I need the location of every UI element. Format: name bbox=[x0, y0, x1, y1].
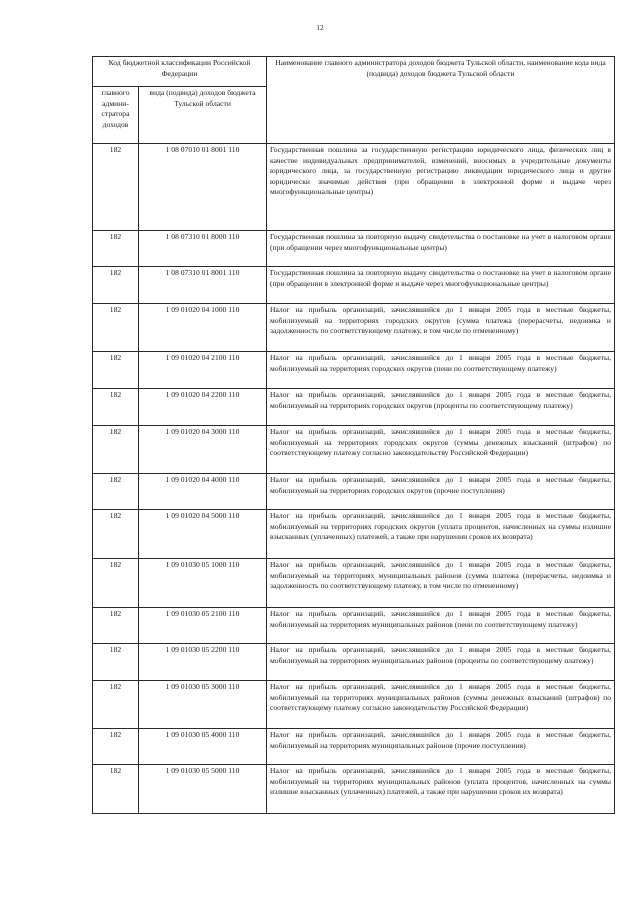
table-row bbox=[93, 681, 615, 729]
revenue-code-cell: 1 09 01030 05 2200 110 bbox=[139, 644, 267, 681]
table-row bbox=[93, 644, 615, 681]
admin-code-cell: 182 bbox=[93, 304, 139, 352]
admin-code-cell: 182 bbox=[93, 231, 139, 267]
admin-code-cell: 182 bbox=[93, 559, 139, 608]
revenue-name-cell: Налог на прибыль организаций, зачислявшийся до 1 января 2005 года в местные бюджеты, мобилизуемый на территориях городских округов (сумма платежа (перерасчеты, недоимка и задолженность по соответствующему платежу, в том числе по отмененному) bbox=[267, 304, 615, 352]
header-name-column: Наименование главного администратора доходов бюджета Тульской области, наименование кода вида (подвида) доходов бюджета Тульской области bbox=[267, 57, 615, 144]
revenue-code-cell: 1 09 01020 04 2100 110 bbox=[139, 352, 267, 389]
admin-code-cell: 182 bbox=[93, 765, 139, 814]
revenue-name-cell: Налог на прибыль организаций, зачислявшийся до 1 января 2005 года в местные бюджеты, мобилизуемый на территориях муниципальных районов (прочие поступления) bbox=[267, 729, 615, 765]
revenue-name-cell: Налог на прибыль организаций, зачислявшийся до 1 января 2005 года в местные бюджеты, мобилизуемый на территориях городских округов (прочие поступления) bbox=[267, 474, 615, 510]
revenue-name-cell: Налог на прибыль организаций, зачислявшийся до 1 января 2005 года в местные бюджеты, мобилизуемый на территориях городских округов (пени по соответствующему платежу) bbox=[267, 352, 615, 389]
table-row bbox=[93, 231, 615, 267]
admin-code-cell: 182 bbox=[93, 389, 139, 426]
admin-code-cell: 182 bbox=[93, 144, 139, 231]
revenue-name-cell: Налог на прибыль организаций, зачислявшийся до 1 января 2005 года в местные бюджеты, мобилизуемый на территориях муниципальных районов (суммы денежных взысканий (штрафов) по соответствующему платежу согласно законодательству Российской Федерации) bbox=[267, 681, 615, 729]
revenue-name-cell: Налог на прибыль организаций, зачислявшийся до 1 января 2005 года в местные бюджеты, мобилизуемый на территориях муниципальных районов (пени по соответствующему платежу) bbox=[267, 608, 615, 644]
table-row bbox=[93, 474, 615, 510]
table-row bbox=[93, 144, 615, 231]
revenue-name-cell: Налог на прибыль организаций, зачислявшийся до 1 января 2005 года в местные бюджеты, мобилизуемый на территориях городских округов (проценты по соответствующему платежу) bbox=[267, 389, 615, 426]
revenue-code-cell: 1 09 01030 05 1000 110 bbox=[139, 559, 267, 608]
table-row bbox=[93, 510, 615, 559]
admin-code-cell: 182 bbox=[93, 426, 139, 474]
revenue-name-cell: Государственная пошлина за повторную выдачу свидетельства о постановке на учет в налоговом органе (при обращении в электронной форме и выдаче через многофункциональные центры) bbox=[267, 267, 615, 304]
table-row bbox=[93, 389, 615, 426]
table-row bbox=[93, 352, 615, 389]
admin-code-cell: 182 bbox=[93, 644, 139, 681]
revenue-code-cell: 1 08 07010 01 8001 110 bbox=[139, 144, 267, 231]
header-revenue-column: вида (подвида) доходов бюджета Тульской области bbox=[139, 87, 267, 144]
table-row bbox=[93, 559, 615, 608]
revenue-name-cell: Налог на прибыль организаций, зачислявшийся до 1 января 2005 года в местные бюджеты, мобилизуемый на территориях муниципальных районов (сумма платежа (перерасчеты, недоимка и задолженность по соответствующему платежу, в том числе по отмененному) bbox=[267, 559, 615, 608]
revenue-code-cell: 1 09 01030 05 3000 110 bbox=[139, 681, 267, 729]
table-row bbox=[93, 304, 615, 352]
revenue-code-cell: 1 09 01020 04 5000 110 bbox=[139, 510, 267, 559]
revenue-code-cell: 1 09 01030 05 5000 110 bbox=[139, 765, 267, 814]
header-code-group: Код бюджетной классификации Российской Федерации bbox=[93, 57, 267, 87]
admin-code-cell: 182 bbox=[93, 608, 139, 644]
admin-code-cell: 182 bbox=[93, 681, 139, 729]
revenue-name-cell: Налог на прибыль организаций, зачислявшийся до 1 января 2005 года в местные бюджеты, мобилизуемый на территориях муниципальных районов (уплата процентов, начисленных на суммы излишне взысканных (уплаченных) платежей, а также при нарушении сроков их возврата) bbox=[267, 765, 615, 814]
table-row bbox=[93, 765, 615, 814]
revenue-name-cell: Налог на прибыль организаций, зачислявшийся до 1 января 2005 года в местные бюджеты, мобилизуемый на территориях муниципальных районов (проценты по соответствующему платежу) bbox=[267, 644, 615, 681]
header-row bbox=[93, 57, 615, 87]
revenue-code-cell: 1 09 01020 04 3000 110 bbox=[139, 426, 267, 474]
admin-code-cell: 182 bbox=[93, 267, 139, 304]
revenue-name-cell: Налог на прибыль организаций, зачислявшийся до 1 января 2005 года в местные бюджеты, мобилизуемый на территориях городских округов (уплата процентов, начисленных на суммы излишне взысканных (уплаченных) платежей, а также при нарушении сроков их возврата) bbox=[267, 510, 615, 559]
revenue-code-cell: 1 09 01030 05 4000 110 bbox=[139, 729, 267, 765]
revenue-code-cell: 1 09 01020 04 1000 110 bbox=[139, 304, 267, 352]
page-number: 12 bbox=[316, 23, 324, 32]
table-row bbox=[93, 729, 615, 765]
admin-code-cell: 182 bbox=[93, 510, 139, 559]
admin-code-cell: 182 bbox=[93, 474, 139, 510]
table-row bbox=[93, 267, 615, 304]
revenue-code-cell: 1 09 01020 04 2200 110 bbox=[139, 389, 267, 426]
table-row bbox=[93, 426, 615, 474]
header-admin-column: главного админи-стратора доходов bbox=[93, 87, 139, 144]
revenue-name-cell: Государственная пошлина за повторную выдачу свидетельства о постановке на учет в налоговом органе (при обращении через многофункциональные центры) bbox=[267, 231, 615, 267]
revenue-code-cell: 1 08 07310 01 8000 110 bbox=[139, 231, 267, 267]
table-row bbox=[93, 608, 615, 644]
revenue-code-cell: 1 08 07310 01 8001 110 bbox=[139, 267, 267, 304]
admin-code-cell: 182 bbox=[93, 352, 139, 389]
admin-code-cell: 182 bbox=[93, 729, 139, 765]
revenue-code-cell: 1 09 01020 04 4000 110 bbox=[139, 474, 267, 510]
revenue-code-cell: 1 09 01030 05 2100 110 bbox=[139, 608, 267, 644]
revenue-name-cell: Налог на прибыль организаций, зачислявшийся до 1 января 2005 года в местные бюджеты, мобилизуемый на территориях городских округов (суммы денежных взысканий (штрафов) по соответствующему платежу согласно законодательству Российской Федерации) bbox=[267, 426, 615, 474]
revenue-codes-table bbox=[92, 56, 615, 814]
revenue-name-cell: Государственная пошлина за государственную регистрацию юридического лица, физических лиц в качестве индивидуальных предпринимателей, изменений, вносимых в учредительные документы юридического лица, за государственную регистрацию ликвидации юридического лица и другие юридически значимые действия (при обращении в электронной форме и выдаче через многофункциональные центры) bbox=[267, 144, 615, 231]
